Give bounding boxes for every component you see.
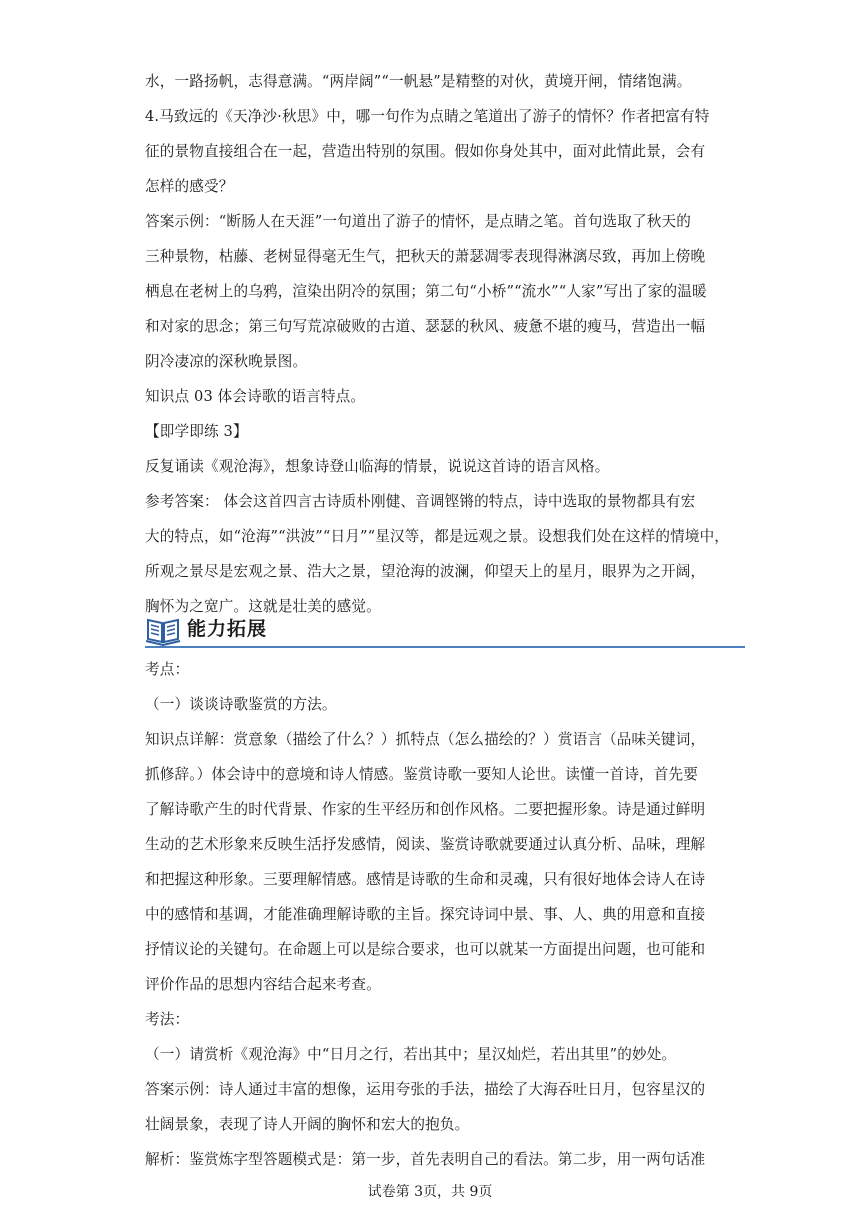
text-line: 和对家的思念；第三句写荒凉破败的古道、瑟瑟的秋风、疲惫不堪的瘦马，营造出一幅: [145, 318, 706, 335]
exam-point-label: 考点：: [145, 661, 190, 678]
text-line: 中的感情和基调，才能准确理解诗歌的主旨。探究诗词中景、事、人、典的用意和直接: [145, 906, 706, 923]
knowledge-point-heading: 知识点 03 体会诗歌的语言特点。: [145, 388, 366, 405]
text-line: 生动的艺术形象来反映生活抒发感情，阅读、鉴赏诗歌就要通过认真分析、品味，理解: [145, 836, 706, 853]
text-line: 抓修辞。）体会诗中的意境和诗人情感。鉴赏诗歌一要知人论世。读懂一首诗，首先要: [145, 766, 698, 783]
analysis-line: 解析：鉴赏炼字型答题模式是：第一步，首先表明自己的看法。第二步，用一两句话准: [145, 1151, 706, 1168]
text-line: 反复诵读《观沧海》，想象诗登山临海的情景，说说这首诗的语言风格。: [145, 458, 610, 475]
open-book-icon: [145, 612, 181, 646]
answer-example-line: 答案示例：“断肠人在天涯”一句道出了游子的情怀，是点睛之笔。首句选取了秋天的: [145, 213, 691, 230]
section-banner: [145, 610, 745, 650]
text-line: 评价作品的思想内容结合起来考查。: [145, 976, 381, 993]
text-line: 和把握这种形象。三要理解情感。感情是诗歌的生命和灵魂，只有很好地体会诗人在诗: [145, 871, 706, 888]
text-line: 壮阔景象，表现了诗人开阔的胸怀和宏大的抱负。: [145, 1116, 470, 1133]
reference-answer-line: 参考答案： 体会这首四言古诗质朴刚健、音调铿锵的特点，诗中选取的景物都具有宏: [145, 493, 696, 510]
section-divider: [145, 646, 745, 648]
text-line: 三种景物，枯藤、老树显得毫无生气，把秋天的萧瑟凋零表现得淋漓尽致，再加上傍晚: [145, 248, 706, 265]
section-title: 能力拓展: [187, 618, 268, 640]
text-line: 栖息在老树上的乌鸦，渲染出阴冷的氛围；第二句“小桥”“流水”“人家”写出了家的温暖: [145, 283, 707, 300]
text-line: 大的特点，如“沧海”“洪波”“日月”“星汉等，都是远观之景。设想我们处在这样的情境中，: [145, 528, 730, 545]
text-line: 胸怀为之宽广。这就是壮美的感觉。: [145, 598, 381, 615]
page-footer: 试卷第 3页，共 9页: [367, 1184, 493, 1200]
text-line: 阴冷凄凉的深秋晚景图。: [145, 353, 308, 370]
answer-example-line: 答案示例：诗人通过丰富的想像，运用夸张的手法，描绘了大海吞吐日月，包容星汉的: [145, 1081, 706, 1098]
knowledge-detail-line: 知识点详解：赏意象（描绘了什么？）抓特点（怎么描绘的？）赏语言（品味关键词，: [145, 731, 706, 748]
exam-point-heading: （一）谈谈诗歌鉴赏的方法。: [145, 696, 337, 713]
text-line: 了解诗歌产生的时代背景、作家的生平经历和创作风格。二要把握形象。诗是通过鲜明: [145, 801, 706, 818]
text-line: 所观之景尽是宏观之景、浩大之景，望沧海的波澜，仰望天上的星月，眼界为之开阔，: [145, 563, 706, 580]
text-line: 抒情议论的关键句。在命题上可以是综合要求，也可以就某一方面提出问题，也可能和: [145, 941, 706, 958]
practice-heading: 【即学即练 3】: [145, 423, 248, 440]
text-line: 征的景物直接组合在一起，营造出特别的氛围。假如你身处其中，面对此情此景，会有: [145, 143, 706, 160]
exam-method-label: 考法：: [145, 1011, 190, 1028]
text-line: 水，一路扬帆，志得意满。“两岸阔”“一帆悬”是精整的对伙，黄境开闸，情绪饱满。: [145, 73, 692, 90]
question-4-line: 4.马致远的《天净沙·秋思》中，哪一句作为点睛之笔道出了游子的情怀？作者把富有特: [145, 108, 710, 125]
text-line: 怎样的感受？: [145, 178, 234, 195]
exam-question-line: （一）请赏析《观沧海》中“日月之行，若出其中；星汉灿烂，若出其里”的妙处。: [145, 1046, 677, 1063]
